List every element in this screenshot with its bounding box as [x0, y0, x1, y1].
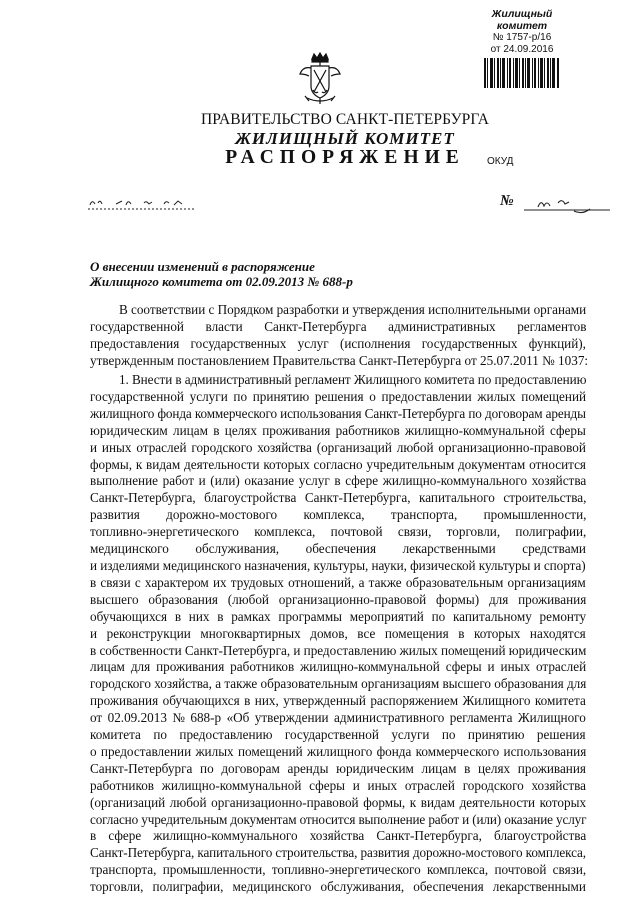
text-line: медицинского обслуживания, обеспечения лекарственными средствами: [90, 541, 586, 557]
text-line: 1. Внести в административный регламент Жилищного комитета по предоставлению: [119, 372, 587, 387]
text-line: высшего образования (любой организационно-правовой формы) для проживания: [90, 591, 587, 607]
document-number: [500, 193, 620, 215]
committee-title: ЖИЛИЩНЫЙ КОМИТЕТ: [235, 129, 455, 148]
stamp-number: № 1757-р/16: [492, 32, 552, 43]
text-line: Санкт-Петербурга, благоустройства Санкт-Петербурга, капитального строительства,: [90, 490, 587, 506]
subject-line-2: Жилищного комитета от 02.09.2013 № 688-р: [90, 274, 353, 289]
coat-of-arms-icon: [297, 52, 343, 107]
text-line: В соответствии с Порядком разработки и утверждения исполнительными органами: [119, 302, 587, 317]
text-line: жилищного фонда коммерческого использования Санкт-Петербурга по договорам аренды: [90, 405, 586, 421]
subject-line-1: О внесении изменений в распоряжение: [90, 259, 315, 274]
text-line: согласно учредительным документам относится выполнение работ и (или) оказание услуг: [90, 811, 587, 827]
text-line: выполнение работ и (или) оказание услуг в сфере жилищно-коммунального хозяйства: [90, 473, 587, 489]
document-type: РАСПОРЯЖЕНИЕ: [225, 147, 465, 168]
text-line: о предоставлении жилых помещений жилищного фонда коммерческого использования: [90, 743, 587, 759]
text-line: торговли, полиграфии, медицинского обслуживания, обеспечения лекарственными: [90, 879, 586, 895]
text-line: утвержденным постановлением Правительства Санкт-Петербурга от 25.07.2011 № 1037:: [90, 352, 589, 368]
text-line: предоставления государственных услуг (исполнения государственных функций),: [90, 335, 586, 351]
text-line: топливно-энергетического комплекса, почтовой связи, торговли, полиграфии,: [90, 524, 587, 540]
text-line: лицам для проживания работников жилищно-коммунальной сферы и иных отраслей: [90, 659, 587, 675]
stamp-header: Жилищный комитет: [491, 8, 553, 32]
barcode-icon: [484, 58, 560, 88]
text-line: формы, к видам деятельности которых согласно учредительным документам относится: [90, 456, 586, 472]
text-line: государственной услуги по принятию решения о предоставлении жилых помещений: [90, 388, 587, 404]
text-line: транспорта, промышленности, топливно-энергетического комплекса, почтовой связи,: [90, 862, 587, 878]
paragraph-preamble: [90, 302, 589, 370]
text-line: городского хозяйства, а также образовательным организациям высшего образования для: [90, 676, 587, 692]
text-line: (организаций любой организационно-правовой формы, к видам деятельности которых: [90, 794, 587, 810]
text-line: юридическим лицам в целях проживания работников жилищно-коммунальной сферы: [90, 422, 586, 438]
registration-stamp: [472, 8, 572, 88]
paragraph-item-1: [90, 372, 586, 896]
handwritten-date: [86, 193, 198, 211]
document-subject: [90, 259, 353, 289]
text-line: в сфере жилищно-коммунального хозяйства Санкт-Петербурга, благоустройства: [90, 828, 587, 844]
text-line: обучающихся в них в рамках программы мероприятий по капитальному ремонту: [90, 608, 587, 624]
text-line: от 02.09.2013 № 688-р «Об утверждении административного регламента Жилищного: [90, 710, 586, 726]
text-line: и иных отраслей городского хозяйства (организаций любой организационно-правовой: [90, 439, 586, 455]
text-line: работников жилищно-коммунальной сферы и иных отраслей городского хозяйства: [90, 777, 587, 793]
text-line: государственной власти Санкт-Петербурга административных регламентов: [90, 318, 587, 334]
text-line: Санкт-Петербурга по договорам аренды юридическим лицам в целях проживания: [90, 760, 586, 776]
text-line: проживания обучающихся в них, утвержденный распоряжением Жилищного комитета: [90, 693, 586, 709]
text-line: Санкт-Петербурга, капитального строительства, развития дорожно-мостового комплекса,: [90, 845, 586, 861]
okud-label: ОКУД: [487, 156, 514, 167]
stamp-date: от 24.09.2016: [490, 44, 554, 55]
text-line: и реконструкции многоквартирных домов, все помещения в которых находятся: [90, 625, 586, 641]
text-line: в связи с характером их трудовых отношений, а также образовательным организациям: [90, 574, 586, 590]
text-line: комитета по предоставлению государственной услуги по принятию решения: [90, 727, 586, 743]
number-label: №: [500, 193, 514, 209]
text-line: в собственности Санкт-Петербурга, и предоставлению жилых помещений юридическим: [90, 642, 587, 658]
handwritten-number: [524, 193, 616, 215]
government-title: ПРАВИТЕЛЬСТВО САНКТ-ПЕТЕРБУРГА: [200, 111, 490, 128]
text-line: развития дорожно-мостового комплекса, транспорта, промышленности,: [90, 507, 587, 523]
text-line: и изделиями медицинского назначения, культуры, науки, физической культуры и спорта): [90, 557, 586, 573]
